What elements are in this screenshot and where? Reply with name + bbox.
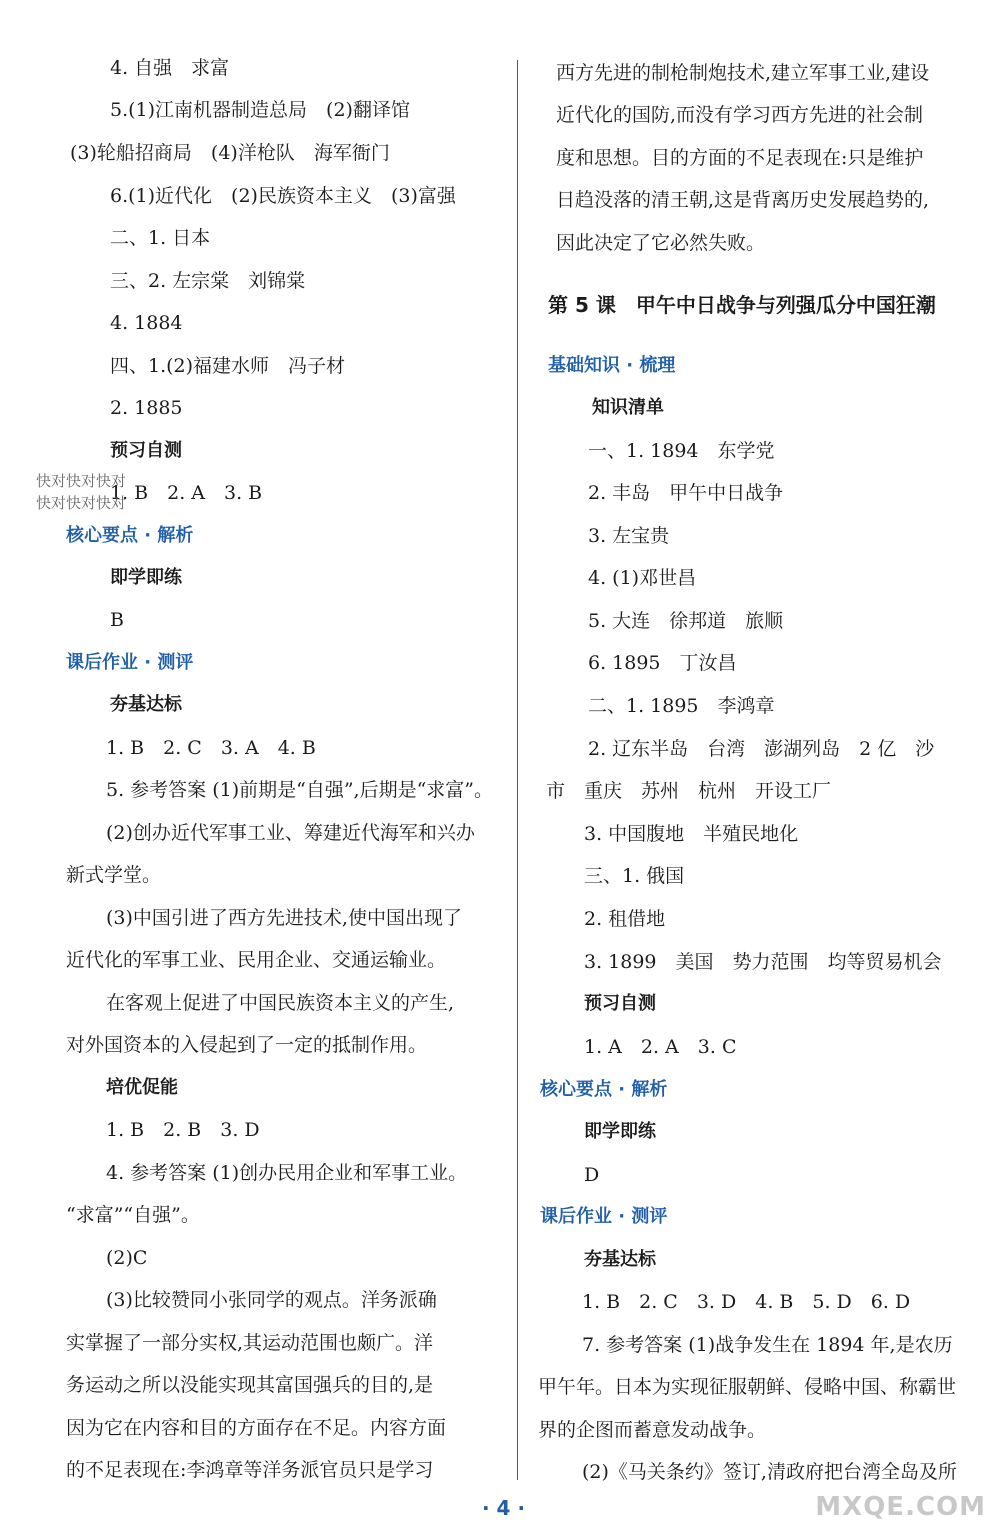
text-line: 2. 辽东半岛 台湾 澎湖列岛 2 亿 沙 (588, 738, 935, 760)
text-line: 4. 参考答案 (1)创办民用企业和军事工业。 (106, 1162, 468, 1184)
text-line: 三、2. 左宗棠 刘锦棠 (110, 270, 306, 292)
text-line: 市 重庆 苏州 杭州 开设工厂 (546, 780, 832, 802)
text-line: 3. 1899 美国 势力范围 均等贸易机会 (584, 951, 942, 973)
text-line: 西方先进的制枪制炮技术,建立军事工业,建设 (556, 62, 930, 84)
subsection-heading: 即学即练 (584, 1121, 656, 1142)
text-line: B (110, 609, 124, 631)
text-line: 5.(1)江南机器制造总局 (2)翻译馆 (110, 99, 410, 121)
text-line: 实掌握了一部分实权,其运动范围也颇广。洋 (66, 1332, 434, 1354)
text-line: 7. 参考答案 (1)战争发生在 1894 年,是农历 (582, 1334, 953, 1356)
text-line: 因此决定了它必然失败。 (556, 232, 766, 254)
text-line: 1. B 2. A 3. B (110, 482, 263, 504)
text-line: 4. 自强 求富 (110, 57, 230, 79)
subsection-heading: 即学即练 (110, 567, 182, 588)
text-line: 3. 左宝贵 (588, 525, 670, 547)
text-line: 6.(1)近代化 (2)民族资本主义 (3)富强 (110, 185, 456, 207)
text-line: 新式学堂。 (66, 864, 162, 886)
text-line: 2. 1885 (110, 397, 183, 419)
text-line: (3)轮船招商局 (4)洋枪队 海军衙门 (70, 142, 390, 164)
text-line: 3. 中国腹地 半殖民地化 (584, 823, 799, 845)
text-line: 日趋没落的清王朝,这是背离历史发展趋势的, (556, 189, 930, 211)
text-line: 1. B 2. B 3. D (106, 1119, 260, 1141)
text-line: D (584, 1164, 600, 1186)
text-line: 5. 大连 徐邦道 旅顺 (588, 610, 784, 632)
text-line: 4. 1884 (110, 312, 183, 334)
text-line: 在客观上促进了中国民族资本主义的产生, (106, 992, 455, 1014)
text-line: 务运动之所以没能实现其富国强兵的目的,是 (66, 1374, 434, 1396)
text-line: (2)创办近代军事工业、筹建近代海军和兴办 (106, 822, 475, 844)
subsection-heading: 培优促能 (106, 1077, 178, 1098)
watermark-line: 快对快对快对 (36, 494, 127, 512)
text-line: 度和思想。目的方面的不足表现在:只是维护 (556, 147, 924, 169)
text-line: (2)《马关条约》签订,清政府把台湾全岛及所 (582, 1461, 957, 1483)
text-line: 对外国资本的入侵起到了一定的抵制作用。 (66, 1034, 428, 1056)
subsection-heading: 夯基达标 (584, 1249, 656, 1270)
subsection-heading: 知识清单 (592, 397, 664, 418)
section-heading: 课后作业 · 测评 (66, 652, 194, 673)
text-line: 二、1. 1895 李鸿章 (588, 695, 775, 717)
text-line: 四、1.(2)福建水师 冯子材 (110, 355, 346, 377)
site-watermark: MXQE.COM (815, 1492, 986, 1522)
subsection-heading: 夯基达标 (110, 694, 182, 715)
text-line: 三、1. 俄国 (584, 865, 685, 887)
section-heading: 核心要点 · 解析 (66, 525, 194, 546)
text-line: 4. (1)邓世昌 (588, 567, 697, 589)
subsection-heading: 预习自测 (110, 440, 182, 461)
watermark-line: 快对快对快对 (36, 472, 127, 490)
text-line: 6. 1895 丁汝昌 (588, 652, 737, 674)
subsection-heading: 预习自测 (584, 993, 656, 1014)
text-line: “求富”“自强”。 (66, 1204, 200, 1226)
section-heading: 核心要点 · 解析 (540, 1079, 668, 1100)
text-line: (3)比较赞同小张同学的观点。洋务派确 (106, 1289, 437, 1311)
text-line: 近代化的国防,而没有学习西方先进的社会制 (556, 104, 924, 126)
text-line: 1. B 2. C 3. D 4. B 5. D 6. D (582, 1291, 911, 1313)
text-line: 5. 参考答案 (1)前期是“自强”,后期是“求富”。 (106, 779, 494, 801)
section-heading: 课后作业 · 测评 (540, 1206, 668, 1227)
text-line: 1. B 2. C 3. A 4. B (106, 737, 316, 759)
text-line: 界的企图而蓄意发动战争。 (538, 1419, 767, 1441)
text-line: 近代化的军事工业、民用企业、交通运输业。 (66, 949, 447, 971)
text-line: 一、1. 1894 东学党 (588, 440, 775, 462)
section-heading: 基础知识 · 梳理 (548, 355, 676, 376)
text-line: 的不足表现在:李鸿章等洋务派官员只是学习 (66, 1459, 434, 1481)
watermark (36, 470, 126, 514)
text-line: 2. 租借地 (584, 908, 666, 930)
column-divider (517, 60, 518, 1480)
lesson-title: 第 5 课 甲午中日战争与列强瓜分中国狂潮 (548, 293, 936, 317)
text-line: 因为它在内容和目的方面存在不足。内容方面 (66, 1417, 447, 1439)
text-line: (2)C (106, 1247, 148, 1269)
text-line: 1. A 2. A 3. C (584, 1036, 737, 1058)
text-line: (3)中国引进了西方先进技术,使中国出现了 (106, 907, 462, 929)
text-line: 2. 丰岛 甲午中日战争 (588, 482, 784, 504)
text-line: 甲午年。日本为实现征服朝鲜、侵略中国、称霸世 (538, 1376, 957, 1398)
text-line: 二、1. 日本 (110, 227, 211, 249)
page-number: · 4 · (482, 1496, 526, 1520)
